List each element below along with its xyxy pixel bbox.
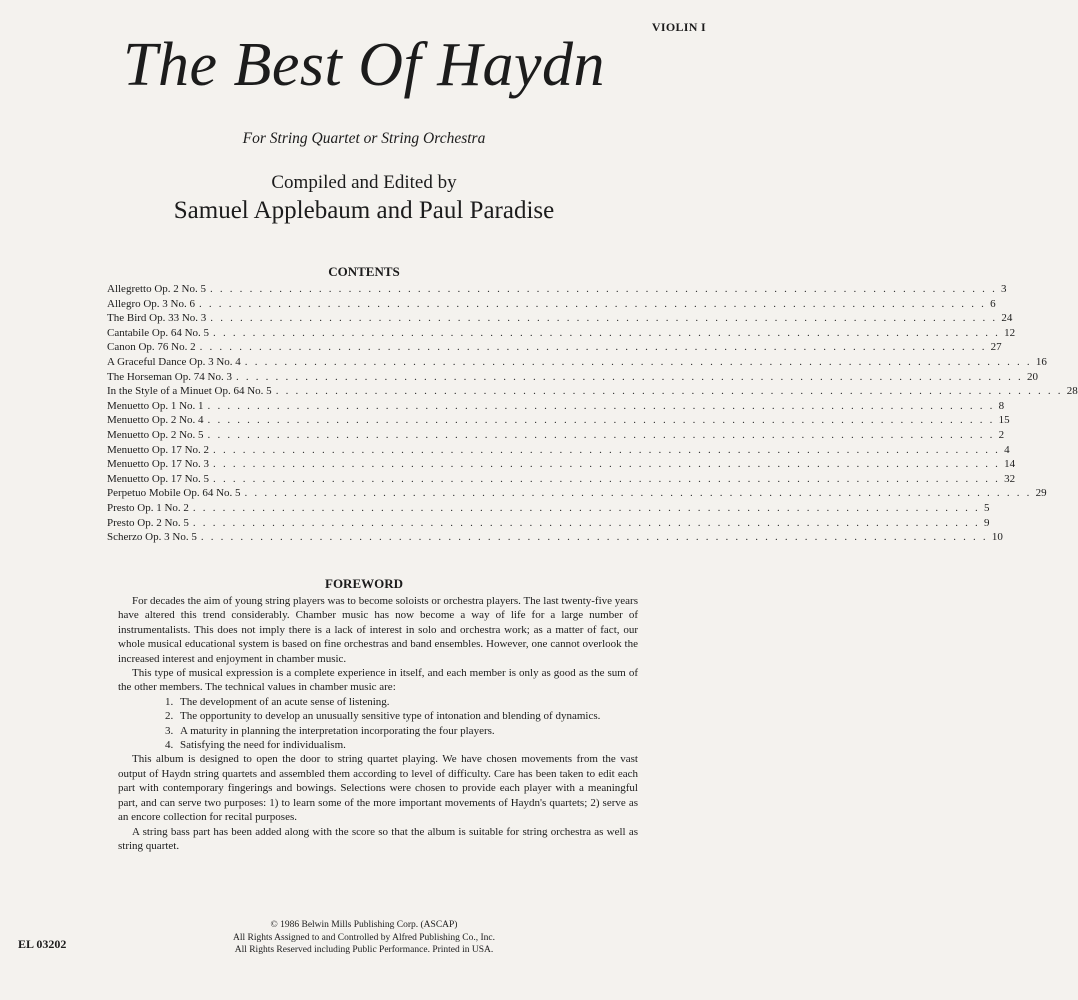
contents-entry: [107, 443, 1010, 458]
foreword-paragraph: This type of musical expression is a complete experience in itself, and each member is only as good as the sum of the other members. The technical values in chamber music are:: [118, 667, 638, 694]
dot-leader: . . . . . . . . . . . . . . . . . . . . . . . . . . . . . . . . . . . . . . . . . . . . . . . . . . . . . . . . . . . . . . . . . . . . . . . . . . . . . . . .: [213, 326, 1001, 339]
contents-entry-title: Perpetuo Mobile Op. 64 No. 5: [107, 487, 241, 500]
contents-entry-title: A Graceful Dance Op. 3 No. 4: [107, 355, 241, 368]
dot-leader: . . . . . . . . . . . . . . . . . . . . . . . . . . . . . . . . . . . . . . . . . . . . . . . . . . . . . . . . . . . . . . . . . . . . . . . . . . . . . . . .: [213, 472, 1001, 485]
dot-leader: . . . . . . . . . . . . . . . . . . . . . . . . . . . . . . . . . . . . . . . . . . . . . . . . . . . . . . . . . . . . . . . . . . . . . . . . . . . . . . . .: [199, 297, 987, 310]
list-item: 2. The opportunity to develop an unusually sensitive type of intonation and blending of dynamics.: [176, 709, 638, 723]
contents-entry-title: Presto Op. 1 No. 2: [107, 501, 189, 514]
rights-line: All Rights Assigned to and Controlled by Alfred Publishing Co., Inc.: [232, 932, 496, 943]
contents-entry-page: 27: [990, 341, 1002, 354]
book-title: The Best Of Haydn: [122, 31, 606, 99]
contents-entry-title: Presto Op. 2 No. 5: [107, 516, 189, 529]
copyright-notice: [0, 919, 728, 957]
list-item: 3. A maturity in planning the interpretation incorporating the four players.: [176, 724, 638, 738]
contents-entry-page: 24: [1001, 312, 1013, 325]
dot-leader: . . . . . . . . . . . . . . . . . . . . . . . . . . . . . . . . . . . . . . . . . . . . . . . . . . . . . . . . . . . . . . . . . . . . . . . . . . . . . . . .: [207, 399, 995, 412]
contents-heading: CONTENTS: [328, 264, 400, 279]
contents-entry-page: 15: [998, 414, 1010, 427]
contents-entry-page: 4: [1004, 443, 1010, 456]
contents-entry-page: 29: [1035, 487, 1047, 500]
dot-leader: . . . . . . . . . . . . . . . . . . . . . . . . . . . . . . . . . . . . . . . . . . . . . . . . . . . . . . . . . . . . . . . . . . . . . . . . . . . . . . . .: [209, 283, 998, 295]
contents-entry-page: 28: [1066, 385, 1078, 398]
contents-entry: [107, 428, 1005, 443]
dot-leader: . . . . . . . . . . . . . . . . . . . . . . . . . . . . . . . . . . . . . . . . . . . . . . . . . . . . . . . . . . . . . . . . . . . . . . . . . . . . . . . .: [192, 516, 980, 529]
list-item: 4. Satisfying the need for individualism.: [176, 738, 638, 752]
contents-entry-page: 8: [998, 399, 1005, 412]
contents-entry: [107, 384, 1078, 399]
contents-entry: [107, 530, 1003, 545]
contents-entry-title: Menuetto Op. 17 No. 5: [107, 472, 210, 485]
rights-line: All Rights Reserved including Public Performance. Printed in USA.: [234, 945, 494, 956]
contents-entry: [107, 355, 1047, 370]
contents-entry: [107, 326, 1016, 341]
compiled-by-line: Compiled and Edited by: [271, 172, 457, 193]
foreword-heading: FOREWORD: [325, 576, 403, 591]
contents-entry-page: 20: [1027, 370, 1039, 383]
contents-entry: [107, 297, 996, 312]
contents-entry-title: Menuetto Op. 2 No. 5: [107, 428, 204, 441]
technical-values-list: [118, 695, 638, 753]
contents-entry: [107, 472, 1016, 487]
foreword-body: [118, 594, 638, 853]
contents-entry-title: Allegro Op. 3 No. 6: [107, 297, 195, 310]
contents-entry: [107, 413, 1010, 428]
contents-entry-title: Scherzo Op. 3 No. 5: [107, 531, 197, 544]
contents-entry-page: 14: [1004, 458, 1016, 471]
dot-leader: . . . . . . . . . . . . . . . . . . . . . . . . . . . . . . . . . . . . . . . . . . . . . . . . . . . . . . . . . . . . . . . . . . . . . . . . . . . . . . . .: [244, 487, 1032, 500]
contents-entry-title: Menuetto Op. 17 No. 2: [107, 443, 210, 456]
contents-entry-title: The Horseman Op. 74 No. 3: [107, 370, 232, 383]
contents-entry: [107, 282, 1007, 297]
book-subtitle: For String Quartet or String Orchestra: [242, 130, 486, 147]
dot-leader: . . . . . . . . . . . . . . . . . . . . . . . . . . . . . . . . . . . . . . . . . . . . . . . . . . . . . . . . . . . . . . . . . . . . . . . . . . . . . . . .: [213, 458, 1001, 471]
dot-leader: . . . . . . . . . . . . . . . . . . . . . . . . . . . . . . . . . . . . . . . . . . . . . . . . . . . . . . . . . . . . . . . . . . . . . . . . . . . . . . . .: [192, 501, 980, 514]
contents-entry-title: In the Style of a Minuet Op. 64 No. 5: [107, 385, 272, 398]
contents-entry-page: 5: [983, 501, 990, 514]
contents-entry-title: Allegretto Op. 2 No. 5: [107, 283, 206, 295]
dot-leader: . . . . . . . . . . . . . . . . . . . . . . . . . . . . . . . . . . . . . . . . . . . . . . . . . . . . . . . . . . . . . . . . . . . . . . . . . . . . . . . .: [207, 414, 995, 427]
dot-leader: . . . . . . . . . . . . . . . . . . . . . . . . . . . . . . . . . . . . . . . . . . . . . . . . . . . . . . . . . . . . . . . . . . . . . . . . . . . . . . . .: [244, 355, 1032, 368]
contents-entry: [107, 457, 1016, 472]
foreword-paragraph: For decades the aim of young string players was to become soloists or orchestra players. The last twenty-five years have altered this trend considerably. Chamber music has now become a way of life for a large number of instrumentalists. This does not imply there is a lack of interest in solo and orchestra work; as a matter of fact, our whole musical educational system is based on fine orchestras and band ensembles. However, one cannot overlook the increased interest and enjoyment in chamber music.: [118, 595, 638, 665]
contents-entry: [107, 370, 1039, 385]
contents-entry: [107, 311, 1013, 326]
contents-entry: [107, 340, 1002, 355]
contents-entry: [107, 486, 1047, 501]
editors-line: Samuel Applebaum and Paul Paradise: [173, 197, 555, 224]
dot-leader: . . . . . . . . . . . . . . . . . . . . . . . . . . . . . . . . . . . . . . . . . . . . . . . . . . . . . . . . . . . . . . . . . . . . . . . . . . . . . . . .: [207, 428, 995, 441]
contents-entry: [107, 516, 990, 531]
contents-entry-page: 12: [1004, 326, 1016, 339]
contents-entry-title: Menuetto Op. 2 No. 4: [107, 414, 204, 427]
contents-entry-title: Cantabile Op. 64 No. 5: [107, 326, 210, 339]
foreword-paragraph: A string bass part has been added along with the score so that the album is suitable for string orchestra as well as string quartet.: [118, 825, 638, 852]
contents-entry-page: 9: [983, 516, 990, 529]
contents-entry-page: 6: [990, 297, 996, 310]
contents-entry-page: 32: [1004, 472, 1016, 485]
contents-entry-page: 16: [1035, 355, 1047, 368]
contents-entry: [107, 501, 990, 516]
contents-entry-title: The Bird Op. 33 No. 3: [107, 312, 207, 325]
contents-list: [107, 282, 1078, 545]
contents-entry-page: 10: [991, 531, 1003, 544]
copyright-line: © 1986 Belwin Mills Publishing Corp. (ASCAP): [270, 920, 458, 930]
list-item: 1. The development of an acute sense of listening.: [176, 695, 638, 709]
contents-entry-title: Menuetto Op. 17 No. 3: [107, 458, 210, 471]
dot-leader: . . . . . . . . . . . . . . . . . . . . . . . . . . . . . . . . . . . . . . . . . . . . . . . . . . . . . . . . . . . . . . . . . . . . . . . . . . . . . . . .: [275, 385, 1063, 398]
contents-entry-page: 3: [1001, 283, 1007, 295]
dot-leader: . . . . . . . . . . . . . . . . . . . . . . . . . . . . . . . . . . . . . . . . . . . . . . . . . . . . . . . . . . . . . . . . . . . . . . . . . . . . . . . .: [213, 443, 1001, 456]
part-label: VIOLIN I: [651, 20, 706, 34]
dot-leader: . . . . . . . . . . . . . . . . . . . . . . . . . . . . . . . . . . . . . . . . . . . . . . . . . . . . . . . . . . . . . . . . . . . . . . . . . . . . . . . .: [199, 341, 987, 354]
catalog-code: EL 03202: [18, 937, 67, 951]
dot-leader: . . . . . . . . . . . . . . . . . . . . . . . . . . . . . . . . . . . . . . . . . . . . . . . . . . . . . . . . . . . . . . . . . . . . . . . . . . . . . . . .: [235, 370, 1024, 383]
contents-entry-title: Menuetto Op. 1 No. 1: [107, 399, 204, 412]
contents-entry: [107, 399, 1005, 414]
foreword-paragraph: This album is designed to open the door to string quartet playing. We have chosen movements from the vast output of Haydn string quartets and assembled them according to level of difficulty. Care has been taken to edit each part with contemporary fingerings and bowings. Selections were chosen to provide each player with a meaningful part, and can serve two purposes: 1) to learn some of the more important movements of Haydn's quartets; 2) serve as an encore collection for recital purposes.: [118, 753, 638, 824]
contents-entry-title: Canon Op. 76 No. 2: [107, 341, 196, 354]
contents-entry-page: 2: [998, 428, 1005, 441]
dot-leader: . . . . . . . . . . . . . . . . . . . . . . . . . . . . . . . . . . . . . . . . . . . . . . . . . . . . . . . . . . . . . . . . . . . . . . . . . . . . . . . .: [210, 312, 998, 325]
dot-leader: . . . . . . . . . . . . . . . . . . . . . . . . . . . . . . . . . . . . . . . . . . . . . . . . . . . . . . . . . . . . . . . . . . . . . . . . . . . . . . . .: [200, 531, 988, 544]
